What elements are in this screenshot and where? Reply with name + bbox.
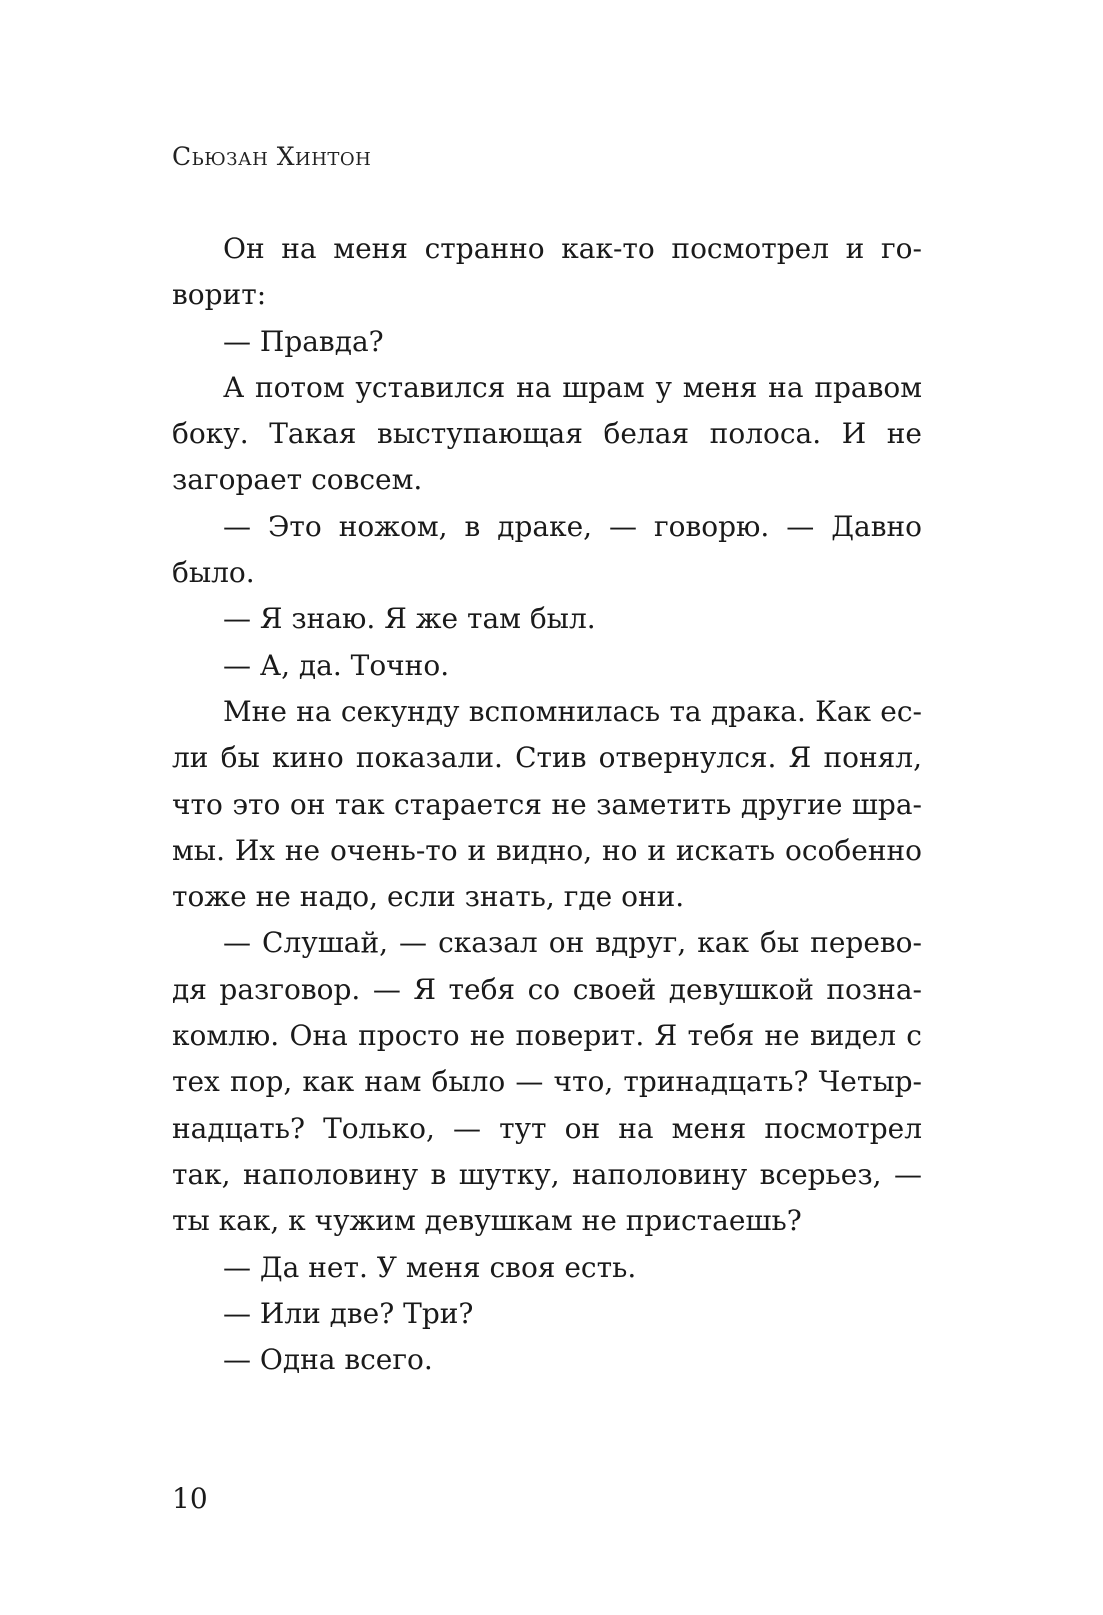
paragraph: Мне на секунду вспомнилась та драка. Как если бы кино показали. Стив отвернулся. Я понял, что это он так старается не заметить другие шрамы. Их не очень-то и видно, но и искать особенно тоже не надо, если знать, где они. (172, 694, 922, 914)
paragraph: — А, да. Точно. (223, 648, 450, 682)
paragraph: — Я знаю. Я же там был. (223, 602, 596, 636)
paragraph: — Одна всего. (223, 1343, 433, 1377)
paragraph: Он на меня странно как-то посмотрел и говорит: (172, 232, 922, 312)
paragraph: А потом уставился на шрам у меня на правом боку. Такая выступающая белая полоса. И не загорает совсем. (172, 370, 922, 497)
paragraph: — Или две? Три? (223, 1296, 474, 1330)
page-number: 10 (172, 1482, 208, 1515)
body-text (172, 226, 922, 1383)
paragraph: — Это ножом, в драке, — говорю. — Давно было. (172, 509, 922, 590)
paragraph: — Да нет. У меня своя есть. (223, 1250, 637, 1284)
paragraph: — Слушай, — сказал он вдруг, как бы переводя разговор. — Я тебя со своей девушкой познакомлю. Она просто не поверит. Я тебя не видел с тех пор, как нам было — что, тринадцать? Четырнадцать? Только, — тут он на меня посмотрел так, наполовину в шутку, наполовину всерьез, — ты как, к чужим девушкам не пристаешь? (172, 926, 922, 1238)
paragraph: — Правда? (223, 324, 384, 358)
running-head: Сьюзан Хинтон (172, 142, 372, 171)
